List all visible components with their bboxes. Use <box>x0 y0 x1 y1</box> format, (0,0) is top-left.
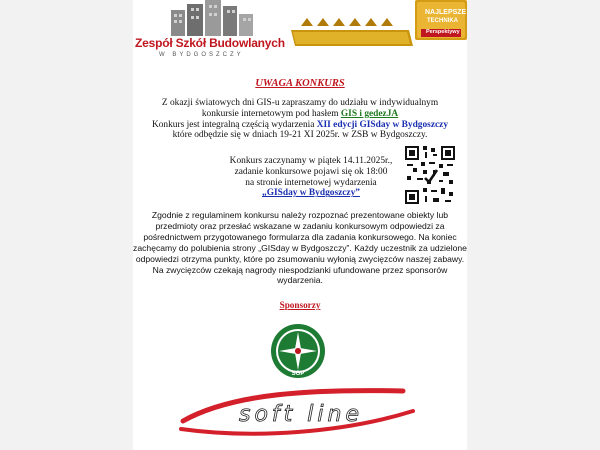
sgp-logo-text: SGP <box>291 371 305 377</box>
intro-text-c: które odbędzie się w dniach 19-21 XI 2025r. w ZSB w Bydgoszczy. <box>172 130 428 141</box>
qr-code[interactable] <box>405 146 455 204</box>
page-content <box>133 0 467 450</box>
start-text: Konkurs zaczynamy w piątek 14.11.2025r., zadanie konkursowe pojawi się ok 18:00 na stronie internetowej wydarzenia <box>229 156 393 188</box>
sgp-logo[interactable] <box>269 322 327 380</box>
contest-start-info <box>217 156 405 199</box>
event-name: XII edycji GISday w Bydgoszczy <box>316 119 449 130</box>
gisday-link[interactable]: „GISday w Bydgoszczy” <box>262 188 360 199</box>
contest-intro <box>133 98 467 141</box>
intro-text-b: Konkurs jest integralną częścią wydarzenia <box>151 119 315 130</box>
softline-logo[interactable] <box>173 383 423 443</box>
award-banner <box>289 0 467 50</box>
banner-line-2: TECHNIKA <box>427 18 458 24</box>
school-city: W BYDGOSZCZY <box>159 52 244 58</box>
banner-line-1: NAJLEPSZE <box>425 9 467 16</box>
contest-motto-link[interactable]: GIS i gedezJA <box>340 108 399 119</box>
contest-rules: Zgodnie z regulaminem konkursu należy rozpoznać prezentowane obiekty lub przedmioty oraz przesłać wskazane w zadaniu konkursowym odpowiedzi za pośrednictwem przygotowanego formularza dla zadania konkursowego. Na koniec zachęcamy do polubienia strony „GISday w Bydgoszczy”. Każdy uczestnik za udzielone odpowiedzi otrzyma punkty, które po zsumowaniu wyłonią zwycięzców naszej zabawy. Na zwycięzców czekają nagrody niespodzianki ufundowane przez sponsorów wydarzenia. <box>133 210 467 286</box>
intro-text-a: Z okazji światowych dni GIS-u zapraszamy do udziału w indywidualnym konkursie internetowym pod hasłem <box>161 98 439 119</box>
banner-line-3: Perspektywy <box>426 29 460 35</box>
school-logo-buildings <box>141 0 271 36</box>
sponsors-heading: Sponsorzy <box>279 300 321 310</box>
school-name: Zespół Szkół Budowlanych <box>135 36 285 50</box>
softline-logo-text: soft line <box>239 402 363 427</box>
contest-title: UWAGA KONKURS <box>255 78 345 89</box>
site-header <box>133 0 467 72</box>
